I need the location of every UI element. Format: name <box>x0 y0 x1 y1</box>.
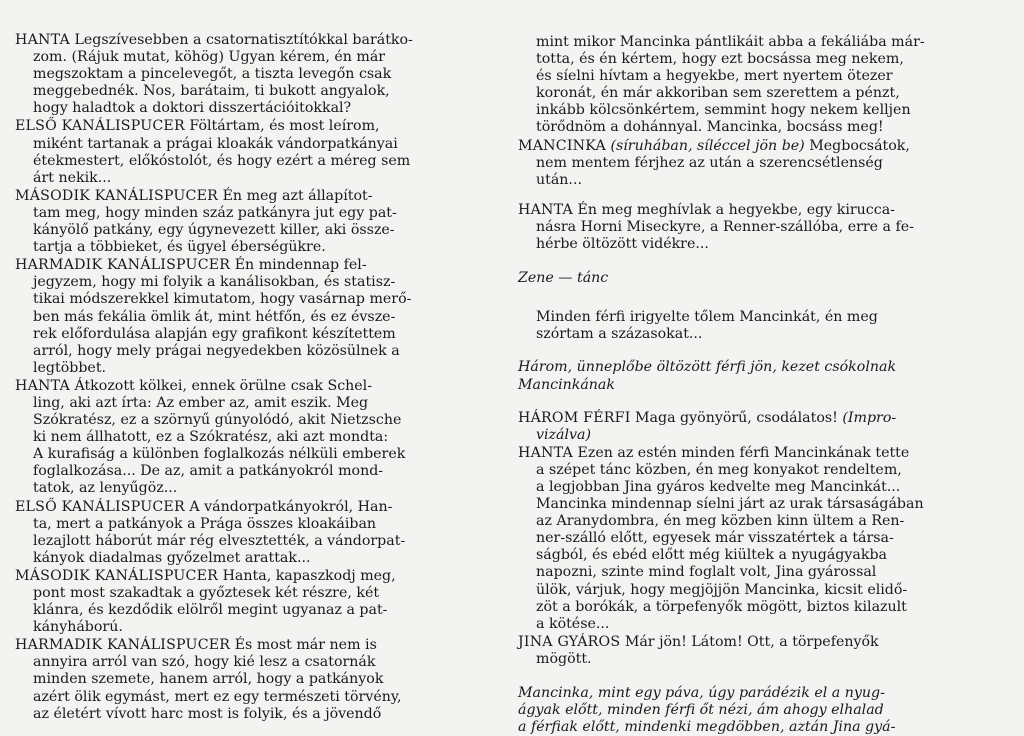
dialogue-text: Már jön! Látom! Ott, a törpefenyők <box>624 633 879 650</box>
stage-direction-block <box>518 359 996 393</box>
dialogue-line: hogy haladtok a doktori disszertációitokkal? <box>33 100 352 117</box>
dialogue-line: inkább kölcsönkértem, semmint hogy nekem kelljen <box>536 102 911 119</box>
dialogue-line: Mancinka mindennap síelni járt az urak társaságában <box>536 496 924 513</box>
dialogue-text: Legszívesebben a csatornatisztítókkal barátko- <box>74 32 413 48</box>
speaker-name: MÁSODIK KANÁLISPUCER <box>15 187 219 204</box>
dialogue-line: napozni, szinte mind foglalt volt, Jina gyárossal <box>536 564 877 581</box>
dialogue-line: rek előfordulása alapján egy grafikont készítettem <box>33 325 396 342</box>
stage-line: Mancinka, mint egy páva, úgy parádézik el a nyug- <box>518 685 885 701</box>
speaker-name: ELSŐ KANÁLISPUCER <box>15 498 185 515</box>
speaker-name: MANCINKA <box>518 137 606 154</box>
dialogue-line: tikai módszerekkel kimutatom, hogy vasárnap merő- <box>33 291 412 308</box>
dialogue-line: törődnöm a dohánnyal. Mancinka, bocsáss meg! <box>536 119 884 136</box>
dialogue-line: legtöbbet. <box>33 359 107 376</box>
dialogue-line: ner-szálló előtt, egyesek már visszatértek a társa- <box>536 530 894 547</box>
dialogue-text: És most már nem is <box>234 637 377 654</box>
stage-direction: vizálva) <box>536 426 592 443</box>
dialogue-line: jegyzem, hogy mi folyik a kanálisokban, és statisz- <box>33 274 396 291</box>
paragraph-line: szórtam a százasokat... <box>536 326 703 343</box>
dialogue-line: foglalkozása... De az, amit a patkányokról mond- <box>33 463 384 480</box>
stage-line: Három, ünneplőbe öltözött férfi jön, kezet csókolnak <box>518 359 897 376</box>
dialogue-entry <box>15 568 494 636</box>
dialogue-line: hérbe öltözött vidékre... <box>536 236 709 253</box>
dialogue-line: mint mikor Mancinka pántlikáit abba a fekáliába már- <box>536 34 925 50</box>
dialogue-line: ling, aki azt írta: Az ember az, amit eszik. Meg <box>33 394 369 411</box>
speaker-name: HÁROM FÉRFI <box>518 409 631 426</box>
speaker-name: HANTA <box>518 201 573 218</box>
dialogue-line: násra Horni Miseckyre, a Renner-szállóba, erre a fe- <box>536 218 914 235</box>
dialogue-line: zöt a borókák, a törpefenyők mögött, biztos kilazult <box>536 598 907 615</box>
left-column <box>15 32 494 724</box>
dialogue-line: ki nem állhatott, ez a Szókratész, aki azt mondta: <box>33 429 389 446</box>
dialogue-line: megszoktam a pincelevegőt, a tiszta levegőn csak <box>33 66 392 83</box>
dialogue-text: A vándorpatkányokról, Han- <box>189 498 393 515</box>
dialogue-line: klánra, és kezdődik elölről megint ugyanaz a pat- <box>33 602 388 619</box>
dialogue-jina <box>518 634 996 668</box>
speaker-name: HANTA <box>15 32 70 48</box>
speaker-name: MÁSODIK KANÁLISPUCER <box>15 567 219 584</box>
dialogue-line: pont most szakadtak a győztesek két részre, két <box>33 585 380 601</box>
dialogue-line: ben más fekália ömlik át, mint hétfőn, és ez évsze- <box>33 308 396 325</box>
speaker-name: HARMADIK KANÁLISPUCER <box>15 257 231 274</box>
dialogue-line: a legjobban Jina gyáros kedvelte meg Mancinkát... <box>536 478 901 495</box>
paragraph-line: Minden férfi irigyelte tőlem Mancinkát, én meg <box>536 309 878 326</box>
dialogue-line: kányölő patkány, egy úgynevezett killer, aki össze- <box>33 222 395 239</box>
dialogue-line: ságból, és ebéd előtt még kiültek a nyugágyakba <box>536 547 887 564</box>
dialogue-line: kányháború. <box>33 619 123 636</box>
dialogue-line: az életért vívott harc most is folyik, és a jövendő <box>33 705 382 722</box>
dialogue-text: Hanta, kapaszkodj meg, <box>222 567 396 584</box>
speaker-name: HANTA <box>15 377 70 394</box>
continuation-text <box>518 34 996 137</box>
dialogue-line: Szókratész, ez a szörnyű gúnyolódó, akit Nietzsche <box>33 412 402 429</box>
dialogue-line: mögött. <box>536 650 592 667</box>
speaker-name: HARMADIK KANÁLISPUCER <box>15 637 231 654</box>
dialogue-entry <box>15 32 494 117</box>
dialogue-text: Én meg meghívlak a hegyekbe, egy kirucca- <box>577 201 895 218</box>
speaker-name: JINA GYÁROS <box>518 633 621 650</box>
paragraph <box>518 309 996 343</box>
dialogue-text: Én mindennap fel- <box>234 257 367 274</box>
dialogue-line: arról, hogy mely prágai negyedekben közösülnek a <box>33 342 400 359</box>
dialogue-text: Én meg azt állapítot- <box>222 187 373 204</box>
dialogue-line: meggebednék. Nos, barátaim, ti bukott angyalok, <box>33 83 390 100</box>
stage-direction-block <box>518 685 996 736</box>
dialogue-line: miként tartanak a prágai kloakák vándorpatkányai <box>33 135 398 152</box>
speaker-name: HANTA <box>518 444 573 461</box>
stage-direction: (Impro- <box>842 409 897 426</box>
dialogue-text: Megbocsátok, <box>809 137 910 154</box>
dialogue-hanta <box>518 202 996 253</box>
dialogue-entry <box>15 118 494 186</box>
dialogue-entry <box>15 637 494 722</box>
dialogue-line: ta, mert a patkányok a Prága összes kloakáiban <box>33 515 377 532</box>
stage-direction-music: Zene — tánc <box>518 270 609 287</box>
dialogue-line: zom. (Rájuk mutat, köhög) Ugyan kérem, én már <box>33 49 386 66</box>
dialogue-line: totta, és én kértem, hogy ezt bocsássa meg nekem, <box>536 51 904 68</box>
dialogue-line: és síelni hívtam a hegyekbe, mert nyertem ötezer <box>536 68 893 85</box>
dialogue-text: Ezen az estén minden férfi Mancinkának tette <box>577 444 910 461</box>
right-column <box>518 34 996 736</box>
dialogue-line: étekmestert, előkóstolót, és hogy ezért a méreg sem <box>33 152 411 169</box>
dialogue-line: az Aranydombra, én meg közben kinn ültem a Ren- <box>536 513 905 530</box>
dialogue-entry <box>15 257 494 377</box>
dialogue-line: tam meg, hogy minden száz patkányra jut egy pat- <box>33 204 397 221</box>
dialogue-text: Maga gyönyörű, csodálatos! <box>635 409 838 426</box>
dialogue-line: tatok, az lenyűgöz... <box>33 480 178 497</box>
dialogue-entry <box>15 188 494 256</box>
speaker-name: ELSŐ KANÁLISPUCER <box>15 118 185 135</box>
dialogue-line: koronát, én már akkoriban sem szerettem a pénzt, <box>536 85 900 102</box>
stage-line: ágyak előtt, minden férfi őt nézi, ám ahogy elhalad <box>518 702 884 719</box>
dialogue-line: A kurafiság a különben foglalkozás nélküli emberek <box>33 446 406 463</box>
dialogue-line: ülök, várjuk, hogy megjöjjön Mancinka, kicsit elidő- <box>536 581 908 598</box>
dialogue-line: lezajlott háborút már rég elvesztették, a vándorpat- <box>33 532 406 549</box>
dialogue-line: a szépet tánc közben, én meg konyakot rendeltem, <box>536 461 902 478</box>
dialogue-line: után... <box>536 171 582 188</box>
dialogue-text: Föltártam, és most leírom, <box>189 118 380 135</box>
dialogue-line: nem mentem férjhez az után a szerencsétlenség <box>536 154 883 171</box>
dialogue-line: minden szemete, hanem arról, hogy a patkányok <box>33 671 384 688</box>
dialogue-line: tartja a többieket, és ügyel éberségükre. <box>33 239 326 256</box>
dialogue-entry <box>15 378 494 498</box>
dialogue-text: Átkozott kölkei, ennek örülne csak Schel- <box>74 377 373 394</box>
dialogue-mancinka <box>518 138 996 189</box>
dialogue-line: azért ölik egymást, mert ez egy természeti törvény, <box>33 688 402 705</box>
dialogue-line: árt nekik... <box>33 169 112 186</box>
dialogue-entry <box>15 499 494 567</box>
dialogue-hanta-2 <box>518 445 996 633</box>
dialogue-harom-ferfi <box>518 410 996 444</box>
stage-direction: (síruhában, síléccel jön be) <box>610 137 805 154</box>
stage-line: a férfiak előtt, mindenki megdöbben, aztán Jina gyá- <box>518 719 896 736</box>
dialogue-line: annyira arról van szó, hogy kié lesz a csatornák <box>33 654 376 671</box>
dialogue-line: kányok diadalmas győzelmet arattak... <box>33 549 311 566</box>
stage-line: Mancinkának <box>518 376 615 393</box>
dialogue-line: a kötése... <box>536 615 610 632</box>
